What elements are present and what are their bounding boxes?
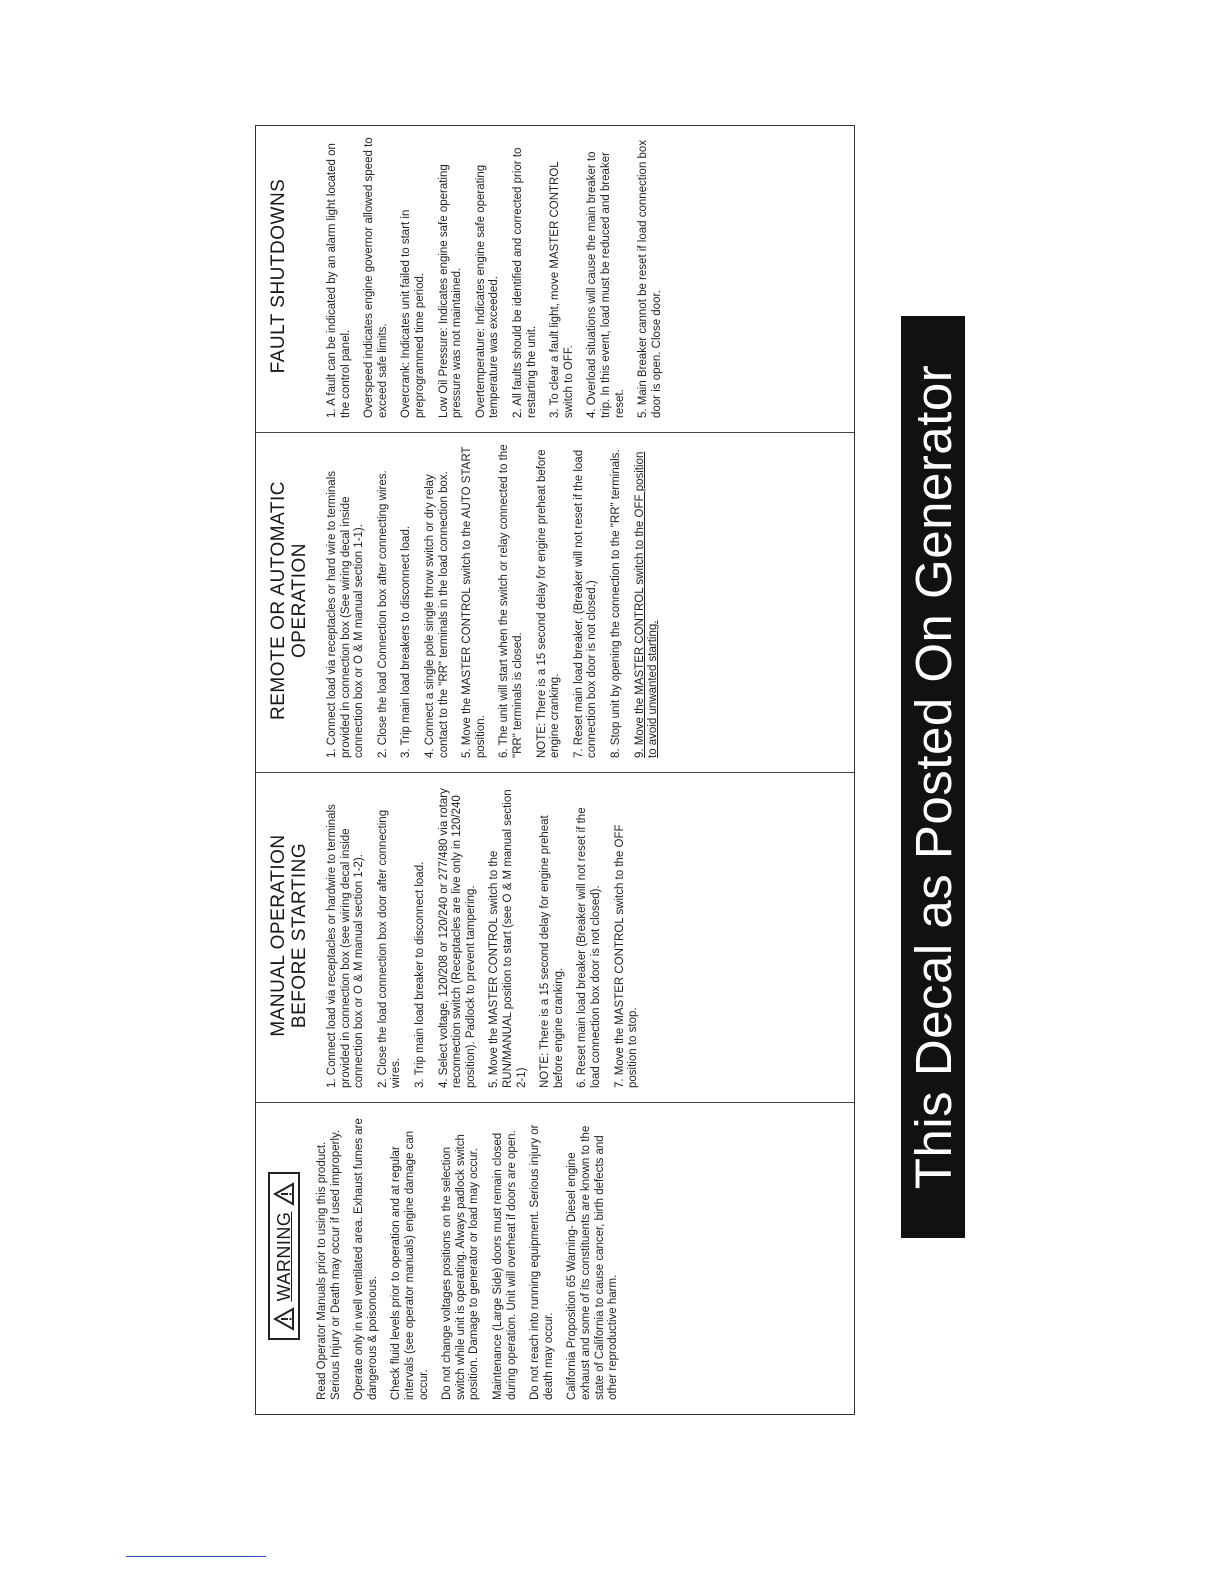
remote-step: 6. The unit will start when the switch or relay connected to the "RR" terminals is closed.	[498, 444, 524, 758]
remote-title-line1: REMOTE OR AUTOMATIC	[268, 481, 289, 720]
fault-item: Overspeed indicates engine governor allowed speed to exceed safe limits.	[363, 137, 389, 418]
remote-step: 8. Stop unit by opening the connection to the "RR" terminals.	[609, 449, 622, 758]
fault-item: Overtemperature: Indicates engine safe operating temperature was exceeded.	[474, 164, 501, 418]
manual-step: 7. Move the MASTER CONTROL switch to the OFF position to stop.	[613, 824, 640, 1088]
warning-paragraph: Do not reach into running equipment. Serious injury or death may occur.	[529, 1124, 555, 1400]
fault-shutdowns-title	[268, 134, 312, 418]
remote-title-line2: OPERATION	[289, 543, 310, 658]
footnote-separator-line	[126, 1556, 266, 1557]
manual-operation-title	[268, 783, 312, 1088]
warning-label: WARNING	[273, 1211, 294, 1302]
fault-item: 3. To clear a fault light, move MASTER CONTROL switch to OFF.	[549, 161, 575, 418]
warning-paragraph: California Proposition 65 Warning- Diesel engine exhaust and some of its constituents are known to the state of California to cause cancer, birth defects and other reproductive harm.	[566, 1125, 620, 1400]
warning-paragraph: Do not change voltages positions on the selection switch while unit is operating. Always padlock switch position. Damage to generator or load may occur.	[441, 1134, 481, 1400]
remote-step: 4. Connect a single pole single throw switch or dry relay contact to the "RR" terminals in the load connection box.	[423, 471, 450, 758]
manual-step: 4. Select voltage, 120/208 or 120/240 or 277/480 via rotary reconnection switch (Receptacles are live only in 120/240 position). Padlock to prevent tampering.	[437, 788, 477, 1088]
fault-item: 5. Main Breaker cannot be reset if load connection box door is open. Close door.	[637, 139, 663, 418]
manual-title-line2: BEFORE STARTING	[289, 842, 310, 1029]
fault-item: Overcrank: Indicates unit failed to start in preprogrammed time period.	[400, 209, 426, 418]
remote-step: 1. Connect load via receptacles or hard wire to terminals provided in connection box (See wiring decal inside connection box or O & M manual section 1-1).	[326, 470, 366, 758]
manual-operation-section	[256, 772, 854, 1102]
warning-paragraph: Check fluid levels prior to operation and at regular intervals (see operator manuals) engine damage can occur.	[390, 1130, 430, 1400]
manual-step: 2. Close the load connection box door after connecting wires.	[376, 809, 403, 1088]
warning-header-box	[268, 1173, 300, 1341]
manual-title-line1: MANUAL OPERATION	[268, 834, 289, 1037]
fault-item: 4. Overload situations will cause the main breaker to trip. In this event, load must be reduced and breaker reset.	[586, 151, 626, 418]
manual-note: NOTE: There is a 15 second delay for engine preheat before engine cranking.	[539, 815, 565, 1088]
remote-operation-section	[256, 432, 854, 772]
fault-item: Low Oil Pressure: Indicates engine safe operating pressure was not maintained.	[437, 164, 464, 418]
remote-note: NOTE: There is a 15 second delay for engine preheat before engine cranking.	[535, 449, 562, 758]
warning-triangle-icon	[273, 1307, 295, 1331]
remote-step: 9. Move the MASTER CONTROL switch to the OFF position to avoid unwanted starting.	[633, 451, 660, 758]
remote-operation-title	[268, 443, 312, 758]
remote-step: 5. Move the MASTER CONTROL switch to the AUTO START position.	[461, 446, 487, 758]
remote-step: 3. Trip main load breakers to disconnect load.	[400, 525, 413, 758]
warning-section	[256, 1102, 854, 1414]
fault-item: 2. All faults should be identified and corrected prior to restarting the unit.	[511, 147, 538, 418]
remote-step: 7. Reset main load breaker. (Breaker will not reset if the load connection box door is not closed.)	[572, 449, 599, 758]
warning-paragraph: Read Operator Manuals prior to using this product. Serious Injury or Death may occur if used improperly.	[316, 1129, 342, 1400]
warning-paragraph: Maintenance (Large Side) doors must remain closed during operation. Unit will overheat if doors are open.	[491, 1130, 518, 1400]
warning-triangle-icon	[273, 1182, 295, 1206]
manual-step: 1. Connect load via receptacles or hardwire to terminals provided in connection box (see wiring decal inside connection box or O & M manual section 1-2).	[326, 804, 366, 1088]
fault-item: 1. A fault can be indicated by an alarm light located on the control panel.	[326, 143, 352, 418]
manual-step: 6. Reset main load breaker (Breaker will not reset if the load connection box door is not closed).	[576, 807, 602, 1088]
decal-banner: This Decal as Posted On Generator	[901, 316, 965, 1238]
warning-paragraph: Operate only in well ventilated area. Exhaust fumes are dangerous & poisonous.	[353, 1118, 379, 1400]
manual-step: 5. Move the MASTER CONTROL switch to the RUN/MANUAL position to start (see O & M manual section 2-1)	[488, 789, 528, 1088]
remote-step: 2. Close the load Connection box after connecting wires.	[376, 470, 389, 758]
manual-step: 3. Trip main load breaker to disconnect load.	[413, 861, 426, 1088]
fault-shutdowns-section	[256, 124, 854, 432]
fault-title-text: FAULT SHUTDOWNS	[268, 178, 289, 374]
generator-decal	[255, 125, 855, 1415]
